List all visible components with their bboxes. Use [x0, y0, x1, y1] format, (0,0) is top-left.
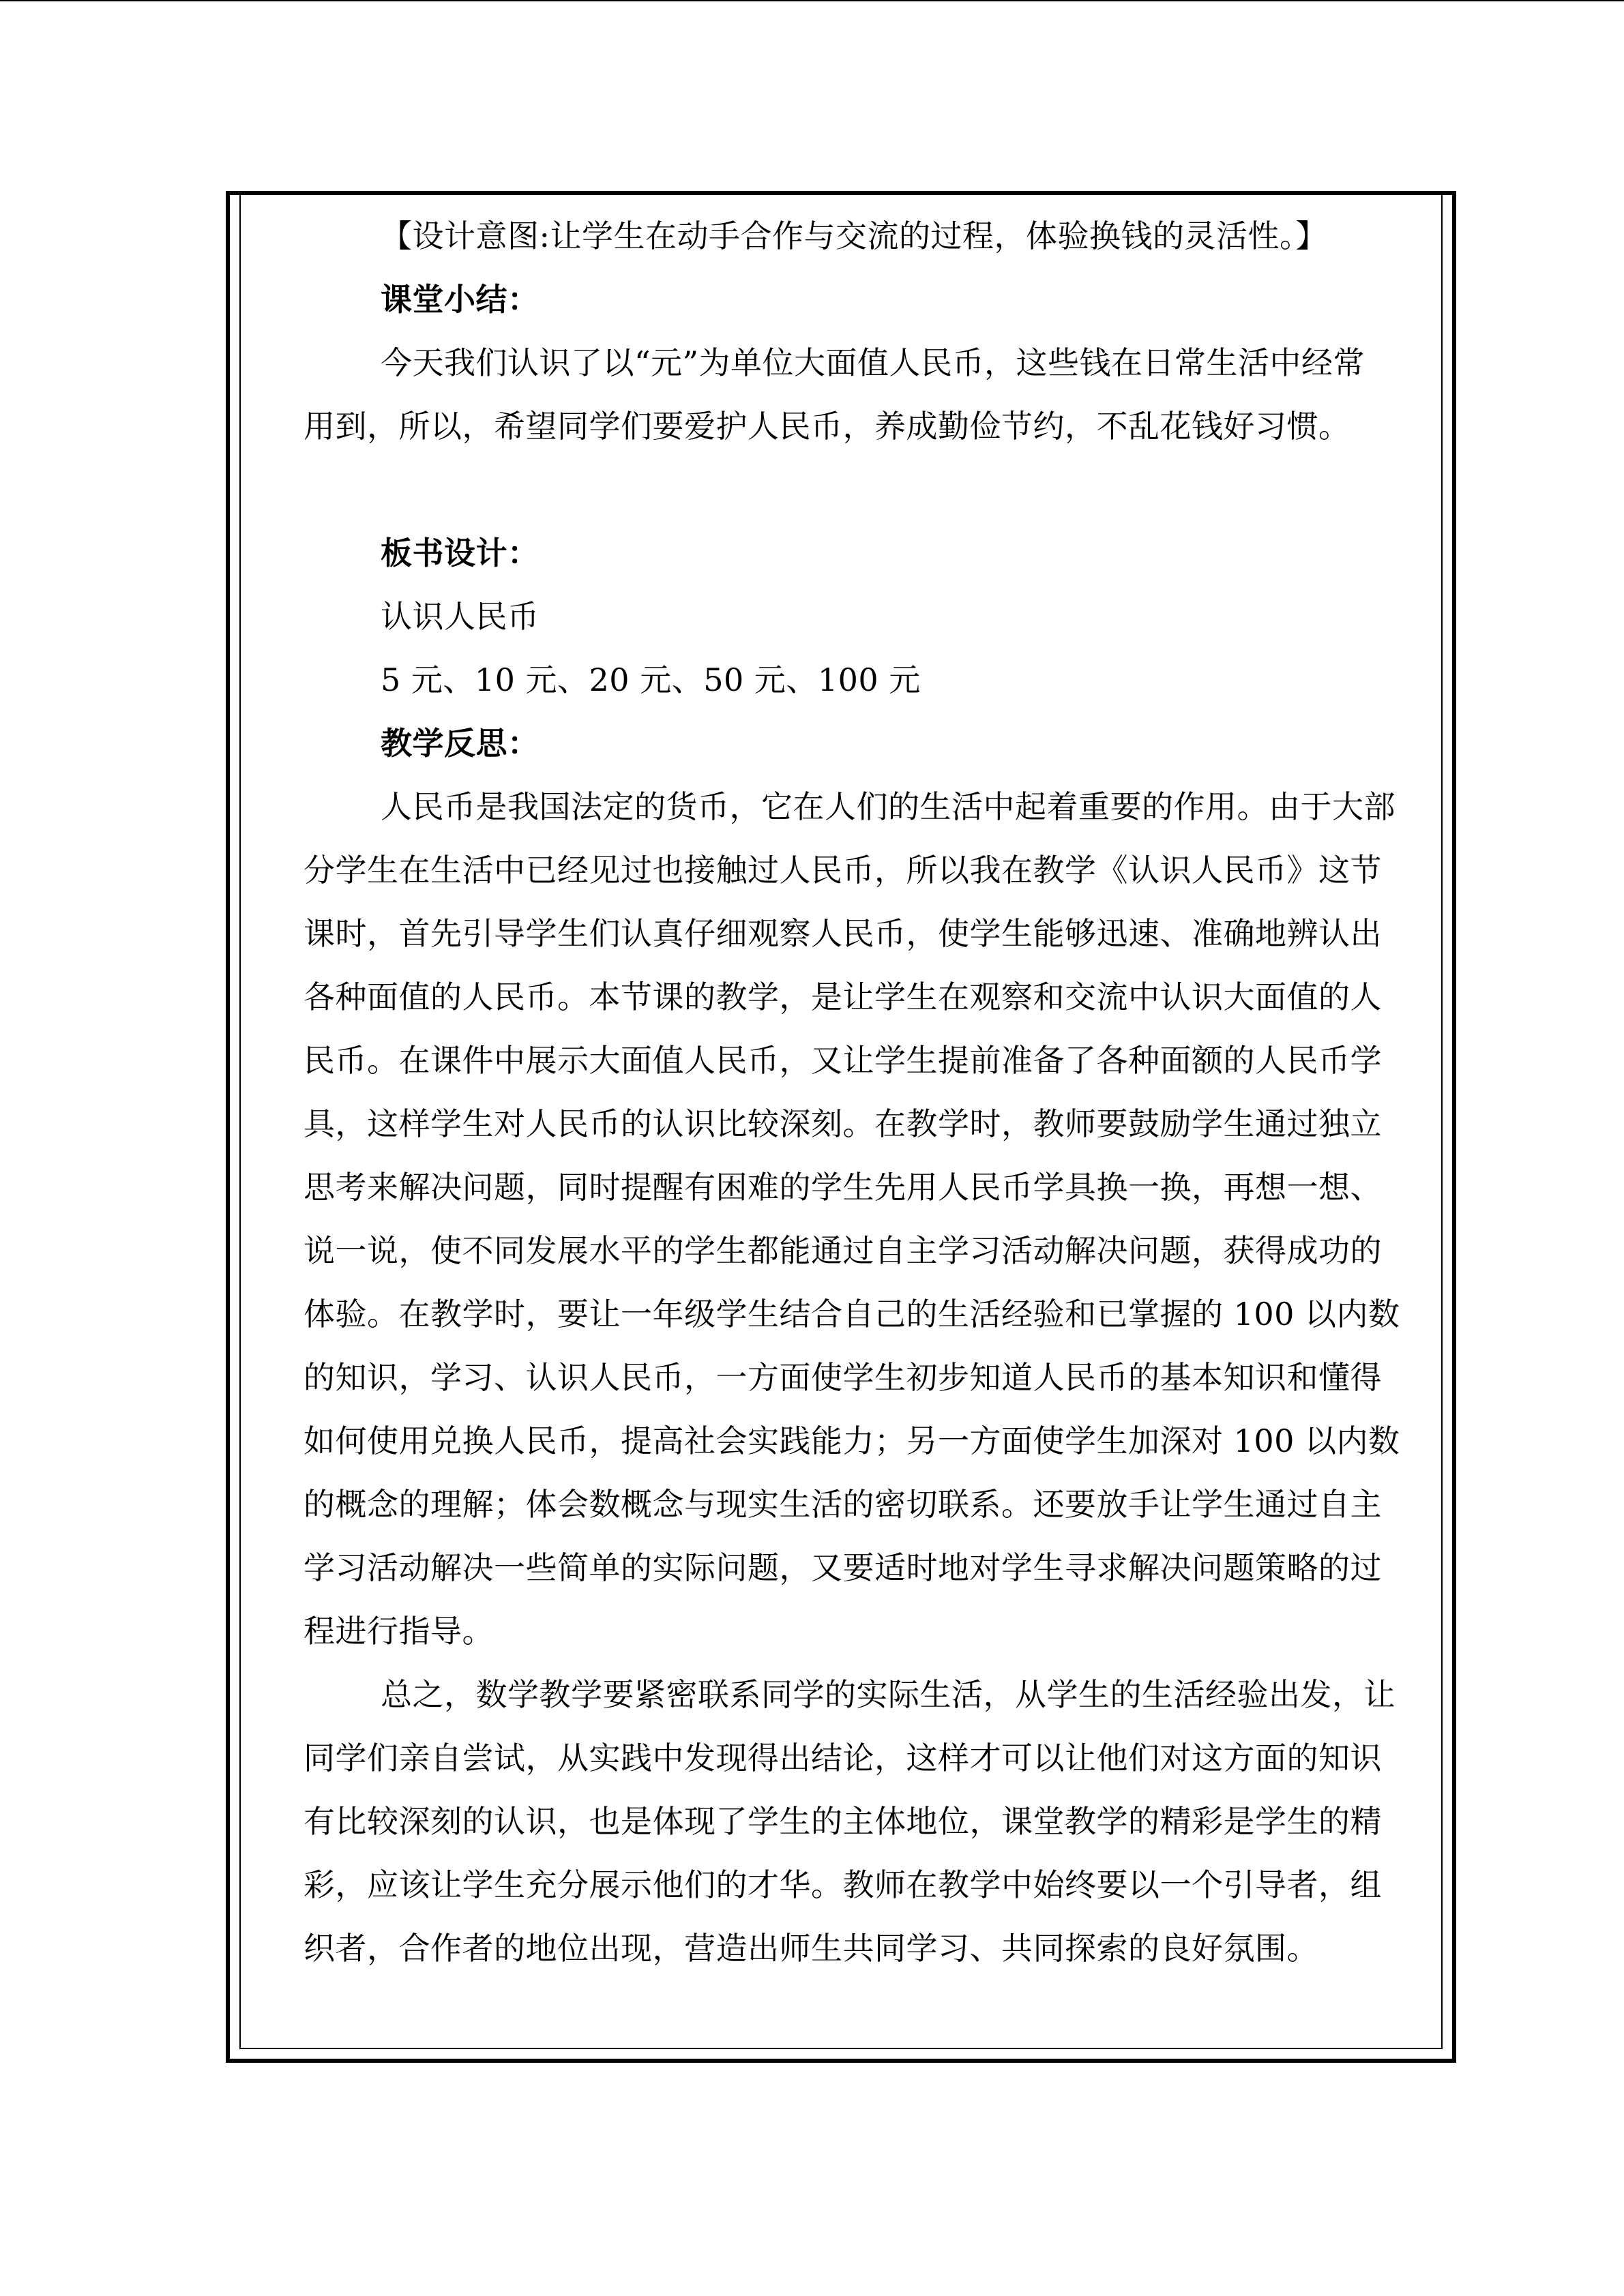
- board-values: 5 元、10 元、20 元、50 元、100 元: [381, 661, 921, 698]
- top-rule: [0, 0, 1624, 1]
- reflection-line: 分学生在生活中已经见过也接触过人民币，所以我在教学《认识人民币》这节: [304, 852, 1382, 889]
- reflection-line: 的知识，学习、认识人民币，一方面使学生初步知道人民币的基本知识和懂得: [304, 1359, 1382, 1396]
- conclusion-line: 有比较深刻的认识，也是体现了学生的主体地位，课堂教学的精彩是学生的精: [304, 1803, 1382, 1840]
- summary-heading: 课堂小结：: [381, 281, 540, 318]
- conclusion-line: 总之，数学教学要紧密联系同学的实际生活，从学生的生活经验出发，让: [381, 1676, 1396, 1713]
- reflection-line: 学习活动解决一些简单的实际问题，又要适时地对学生寻求解决问题策略的过: [304, 1549, 1382, 1586]
- board-title: 认识人民币: [381, 598, 540, 635]
- reflection-line: 如何使用兑换人民币，提高社会实践能力；另一方面使学生加深对 100 以内数: [304, 1422, 1400, 1459]
- reflection-line: 说一说，使不同发展水平的学生都能通过自主学习活动解决问题，获得成功的: [304, 1232, 1382, 1269]
- conclusion-line: 同学们亲自尝试，从实践中发现得出结论，这样才可以让他们对这方面的知识: [304, 1740, 1382, 1776]
- board-heading: 板书设计：: [381, 535, 540, 571]
- reflection-heading: 教学反思：: [381, 725, 540, 762]
- summary-line: 用到，所以，希望同学们要爱护人民币，养成勤俭节约，不乱花钱好习惯。: [304, 408, 1350, 445]
- blank-line: [304, 458, 1429, 522]
- conclusion-line: 织者，合作者的地位出现，营造出师生共同学习、共同探索的良好氛围。: [304, 1930, 1318, 1967]
- summary-line: 今天我们认识了以“元”为单位大面值人民币，这些钱在日常生活中经常: [381, 344, 1365, 381]
- reflection-line: 各种面值的人民币。本节课的教学，是让学生在观察和交流中认识大面值的人: [304, 979, 1382, 1015]
- reflection-line: 民币。在课件中展示大面值人民币，又让学生提前准备了各种面额的人民币学: [304, 1042, 1382, 1079]
- reflection-line: 课时，首先引导学生们认真仔细观察人民币，使学生能够迅速、准确地辨认出: [304, 915, 1382, 952]
- reflection-line: 体验。在教学时，要让一年级学生结合自己的生活经验和已掌握的 100 以内数: [304, 1296, 1400, 1332]
- reflection-line: 人民币是我国法定的货币，它在人们的生活中起着重要的作用。由于大部: [381, 788, 1396, 825]
- lesson-content: [304, 205, 1429, 1980]
- reflection-line: 的概念的理解；体会数概念与现实生活的密切联系。还要放手让学生通过自主: [304, 1486, 1382, 1523]
- reflection-line: 思考来解决问题，同时提醒有困难的学生先用人民币学具换一换，再想一想、: [304, 1169, 1382, 1206]
- reflection-line: 具，这样学生对人民币的认识比较深刻。在教学时，教师要鼓励学生通过独立: [304, 1105, 1382, 1142]
- reflection-line: 程进行指导。: [304, 1613, 494, 1650]
- conclusion-line: 彩，应该让学生充分展示他们的才华。教师在教学中始终要以一个引导者，组: [304, 1866, 1382, 1903]
- design-intent: 【设计意图:让学生在动手合作与交流的过程，体验换钱的灵活性。】: [381, 218, 1327, 254]
